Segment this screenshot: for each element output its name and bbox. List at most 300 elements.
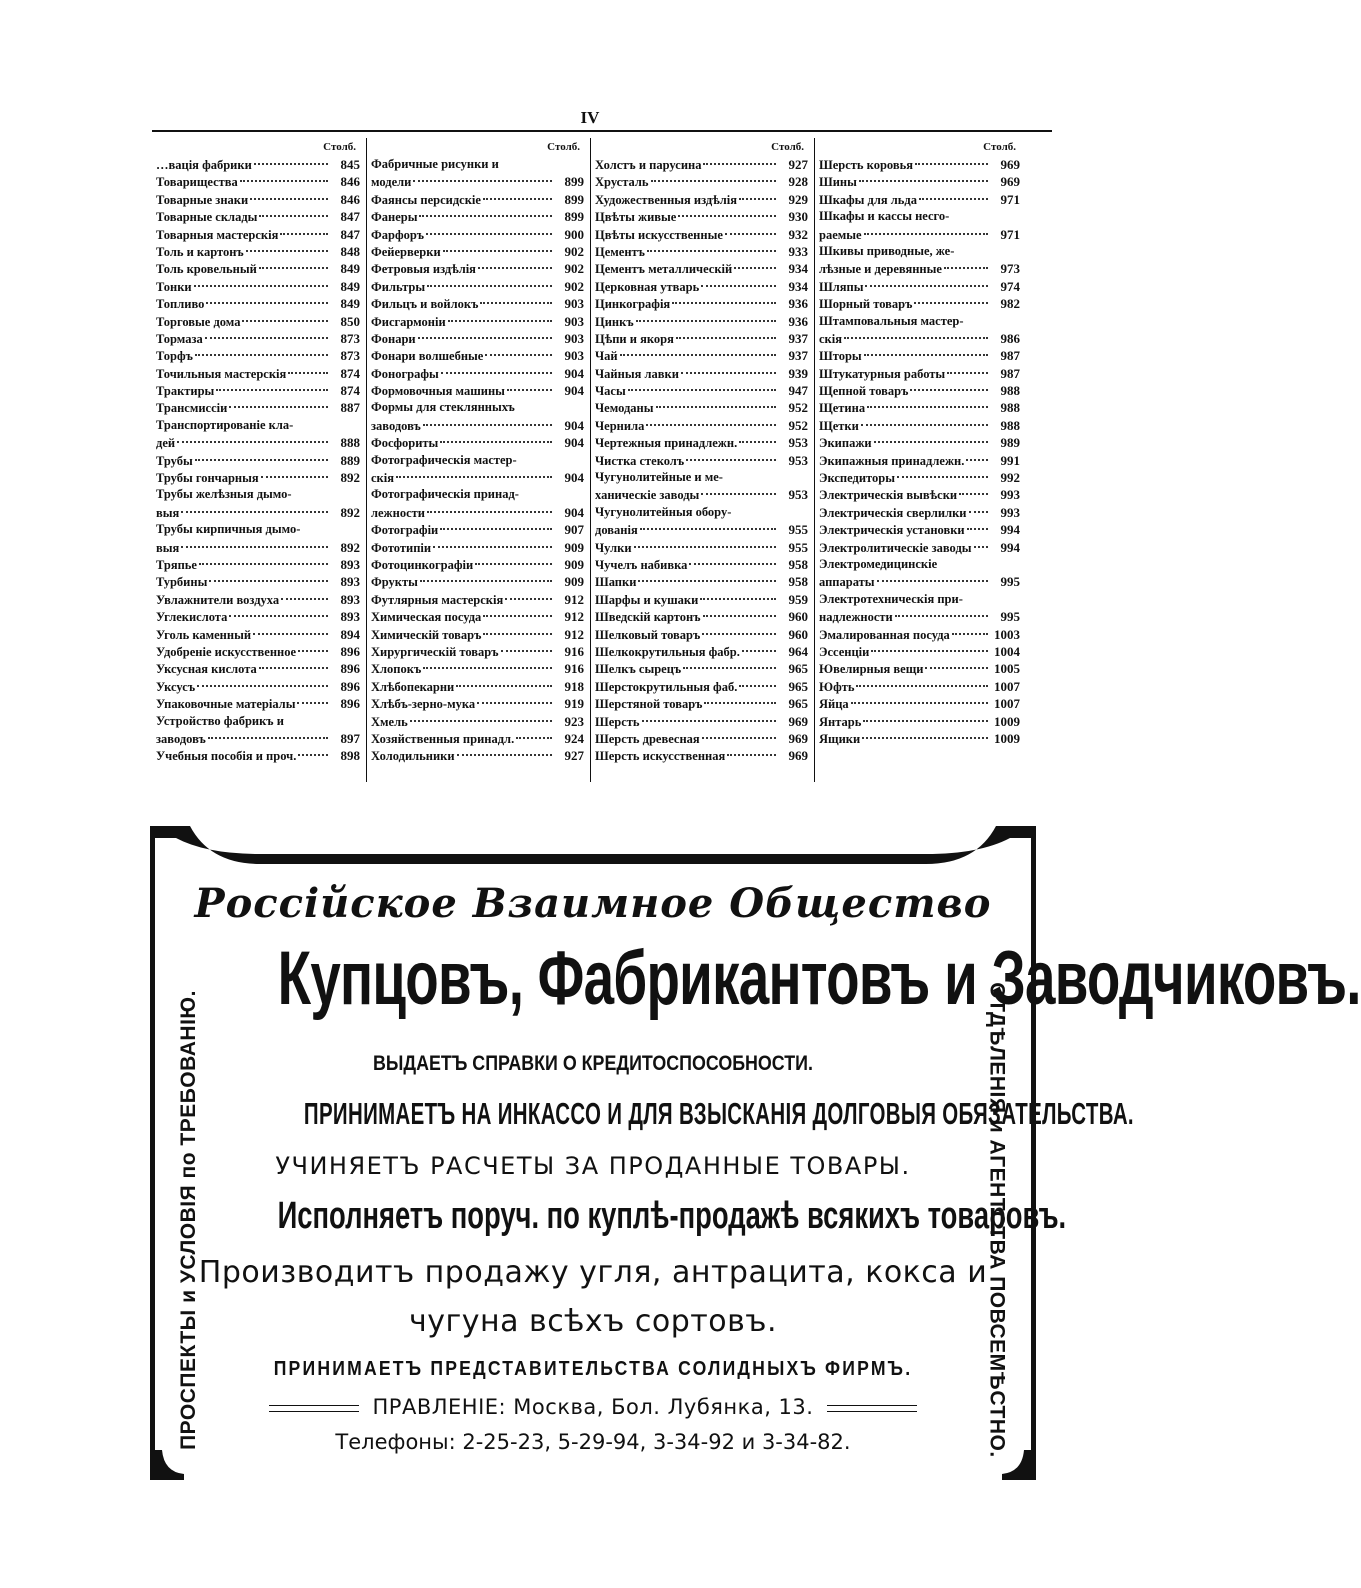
entry-title: Трубы гончарныя: [156, 471, 259, 486]
entry-column-number: 965: [788, 678, 808, 694]
entry-title: Фабричные рисунки и: [371, 157, 499, 171]
index-entry: [595, 330, 808, 347]
entry-leader-dots: [281, 598, 328, 600]
entry-column-number: 994: [1000, 539, 1020, 555]
index-entry: [819, 660, 1020, 677]
index-entry: [819, 417, 1020, 434]
index-entry: [156, 626, 360, 643]
index-entry: [156, 313, 360, 330]
entry-column-number: 936: [788, 313, 808, 329]
entry-title: Фотографическія принад-: [371, 487, 519, 502]
ad-left-side-text: ПРОСПЕКТЫ и УСЛОВІЯ по ТРЕБОВАНІЮ.: [177, 990, 201, 1450]
entry-column-number: 904: [564, 417, 584, 433]
entry-title: Штукатурныя работы: [819, 366, 946, 381]
entry-title: Цинкъ: [595, 314, 634, 329]
index-entry: [595, 226, 808, 243]
index-entry: [819, 591, 1020, 608]
index-entry: [371, 260, 584, 277]
index-entry: [595, 452, 808, 469]
entry-leader-dots: [440, 441, 552, 443]
ad-side-text-left: [169, 990, 209, 1450]
entry-leader-dots: [197, 685, 328, 687]
index-entry: [371, 347, 584, 364]
entry-leader-dots: [423, 424, 552, 426]
entry-column-number: 1007: [994, 696, 1020, 712]
entry-title: Углекислота: [156, 610, 228, 625]
entry-title: Формы для стеклянныхъ: [371, 400, 515, 415]
index-entry: [156, 208, 360, 225]
index-entry: [595, 521, 808, 538]
index-entry: [156, 417, 360, 434]
entry-leader-dots: [701, 493, 776, 495]
entry-title: Хрусталь: [595, 175, 649, 190]
entry-title: Учебныя пособія и проч.: [156, 749, 297, 764]
index-entry: [819, 486, 1020, 503]
index-entry: [819, 452, 1020, 469]
entry-column-number: 994: [1000, 522, 1020, 538]
entry-leader-dots: [947, 372, 988, 374]
index-entry: [819, 191, 1020, 208]
column-header: Столб.: [771, 141, 804, 153]
entry-column-number: 909: [564, 539, 584, 555]
entry-column-number: 987: [1000, 365, 1020, 381]
entry-column-number: 969: [788, 713, 808, 729]
entry-title: Толь кровельный: [156, 262, 257, 277]
entry-leader-dots: [859, 180, 988, 182]
entry-title: выя: [156, 505, 180, 520]
entry-leader-dots: [208, 737, 328, 739]
entry-column-number: 955: [788, 522, 808, 538]
index-entry: [819, 347, 1020, 364]
entry-title: Электротехническія при-: [819, 591, 963, 606]
entry-leader-dots: [483, 615, 552, 617]
entry-column-number: 893: [340, 609, 360, 625]
entry-title: Чемоданы: [595, 401, 654, 416]
entry-column-number: 898: [340, 748, 360, 764]
entry-leader-dots: [480, 302, 552, 304]
entry-leader-dots: [727, 754, 776, 756]
entry-title: Трактиры: [156, 384, 215, 399]
advertisement: [150, 830, 1361, 1460]
entry-title: Фильтры: [371, 279, 426, 294]
entry-title: Эссенціи: [819, 644, 870, 659]
entry-column-number: 937: [788, 330, 808, 346]
entry-column-number: 927: [788, 157, 808, 172]
entry-leader-dots: [856, 685, 988, 687]
index-entry: [595, 695, 808, 712]
entry-leader-dots: [426, 233, 552, 235]
entry-title: Шерстокрутильныя фаб.: [595, 679, 738, 694]
index-entry: [819, 521, 1020, 538]
entry-title: Хлопокъ: [371, 662, 422, 677]
entry-column-number: 1005: [994, 661, 1020, 677]
ad-right-side-text: ОТДѢЛЕНІЯ и АГЕНТСТВА ПОВСЕМѢСТНО.: [986, 982, 1010, 1458]
entry-title: Часы: [595, 384, 626, 399]
entry-leader-dots: [440, 528, 552, 530]
index-entry: [371, 208, 584, 225]
index-column-4: [814, 138, 1024, 782]
entry-column-number: 969: [1000, 157, 1020, 172]
entry-column-number: 887: [340, 400, 360, 416]
entry-column-number: 845: [340, 157, 360, 172]
entry-column-number: 899: [564, 174, 584, 190]
entry-column-number: 847: [340, 226, 360, 242]
entry-title: раемые: [819, 227, 862, 242]
entry-title: аппараты: [819, 575, 875, 590]
entry-title: Хозяйственныя принадл.: [371, 731, 515, 746]
entry-title: Толь и картонъ: [156, 244, 244, 259]
ad-top-border: [150, 824, 1036, 864]
entry-leader-dots: [516, 737, 552, 739]
entry-column-number: 846: [340, 191, 360, 207]
entry-column-number: 896: [340, 661, 360, 677]
index-entry: [156, 469, 360, 486]
index-entry: [371, 226, 584, 243]
entry-leader-dots: [651, 180, 776, 182]
entry-title: Шерсть: [595, 714, 640, 729]
entry-leader-dots: [413, 180, 552, 182]
entry-title: Цвѣты живые: [595, 210, 677, 225]
entry-leader-dots: [703, 163, 776, 165]
index-entry: [819, 539, 1020, 556]
index-entry: [371, 278, 584, 295]
entry-column-number: 896: [340, 696, 360, 712]
entry-leader-dots: [678, 215, 776, 217]
entry-title: Удобреніе искусственное: [156, 644, 297, 659]
ad-service-coal-cont: чугуна всѣхъ сортовъ.: [409, 1304, 777, 1339]
entry-title: Шорный товаръ: [819, 297, 913, 312]
entry-column-number: 893: [340, 591, 360, 607]
index-entry: [595, 626, 808, 643]
entry-title: Штамповальныя мастер-: [819, 313, 964, 328]
entry-leader-dots: [259, 267, 328, 269]
entry-leader-dots: [739, 441, 776, 443]
entry-title: Цѣпи и якоря: [595, 331, 674, 346]
entry-column-number: 971: [1000, 191, 1020, 207]
entry-leader-dots: [897, 476, 988, 478]
entry-title: Устройство фабрикъ и: [156, 713, 284, 728]
ad-bottom-border: [150, 1450, 1036, 1480]
entry-leader-dots: [703, 615, 777, 617]
entry-title: заводовъ: [371, 418, 421, 433]
index-entry: [371, 573, 584, 590]
entry-title: Уксусъ: [156, 679, 196, 694]
index-entry: [819, 434, 1020, 451]
entry-column-number: 989: [1000, 435, 1020, 451]
index-entry: [371, 539, 584, 556]
entry-leader-dots: [505, 598, 552, 600]
entry-title: Торговые дома: [156, 314, 241, 329]
entry-leader-dots: [199, 563, 328, 565]
entry-column-number: 903: [564, 296, 584, 312]
entry-leader-dots: [700, 598, 776, 600]
entry-leader-dots: [628, 389, 776, 391]
entry-leader-dots: [914, 302, 988, 304]
entry-leader-dots: [419, 215, 552, 217]
entry-leader-dots: [433, 546, 552, 548]
index-entry: [819, 730, 1020, 747]
entry-title: Химическая посуда: [371, 610, 482, 625]
entry-column-number: 873: [340, 348, 360, 364]
index-entry: [595, 243, 808, 260]
entry-column-number: 904: [564, 504, 584, 520]
index-entry: [156, 243, 360, 260]
index-entry: [371, 713, 584, 730]
index-entry: [595, 573, 808, 590]
entry-column-number: 952: [788, 417, 808, 433]
entry-leader-dots: [974, 546, 988, 548]
index-entry: [156, 452, 360, 469]
entry-column-number: 903: [564, 348, 584, 364]
entry-column-number: 889: [340, 452, 360, 468]
ad-address-text: ПРАВЛЕНІЕ: Москва, Бол. Лубянка, 13.: [372, 1395, 814, 1419]
entry-leader-dots: [194, 285, 328, 287]
entry-title: Электролитическіе заводы: [819, 540, 972, 555]
entry-title: Трубы желѣзныя дымо-: [156, 487, 292, 502]
index-entry: [156, 573, 360, 590]
entry-column-number: 971: [1000, 226, 1020, 242]
entry-column-number: 930: [788, 209, 808, 225]
entry-column-number: 1009: [994, 730, 1020, 746]
index-entry: [371, 521, 584, 538]
entry-title: Шерсть коровья: [819, 158, 913, 172]
index-entry: [156, 226, 360, 243]
entry-column-number: 955: [788, 539, 808, 555]
entry-title: Ящики: [819, 731, 861, 746]
entry-title: Цементъ металлическій: [595, 262, 733, 277]
index-entry: [371, 399, 584, 416]
entry-column-number: 912: [564, 609, 584, 625]
entry-title: Формовочныя машины: [371, 384, 505, 399]
entry-title: Холодильники: [371, 749, 455, 764]
entry-column-number: 988: [1000, 383, 1020, 399]
entry-title: Уксусная кислота: [156, 662, 257, 677]
entry-title: Уголь каменный: [156, 627, 252, 642]
entry-column-number: 933: [788, 243, 808, 259]
entry-leader-dots: [181, 546, 328, 548]
entry-title: Увлажнители воздуха: [156, 592, 280, 607]
index-entry: [819, 365, 1020, 382]
entry-title: …вація фабрики: [156, 158, 252, 172]
index-entry: [819, 678, 1020, 695]
entry-column-number: 937: [788, 348, 808, 364]
index-entry: [595, 295, 808, 312]
ad-service-coal: Производитъ продажу угля, антрацита, кокса и: [198, 1255, 988, 1290]
entry-title: Чертежныя принадлежн.: [595, 436, 738, 451]
entry-column-number: 987: [1000, 348, 1020, 364]
entry-leader-dots: [861, 424, 988, 426]
index-entry: [156, 295, 360, 312]
entry-title: Футлярныя мастерскія: [371, 592, 504, 607]
entry-title: ханическіе заводы: [595, 488, 700, 503]
index-column-3: [590, 138, 812, 782]
entry-column-number: 893: [340, 556, 360, 572]
entry-title: Шарфы и кушаки: [595, 592, 699, 607]
entry-column-number: 924: [564, 730, 584, 746]
entry-leader-dots: [701, 285, 776, 287]
entry-leader-dots: [261, 476, 328, 478]
entry-column-number: 965: [788, 696, 808, 712]
index-entry: [595, 643, 808, 660]
entry-title: Фетровыя издѣлія: [371, 262, 476, 277]
entry-title: Шерсть древесная: [595, 731, 700, 746]
index-entry: [819, 382, 1020, 399]
entry-leader-dots: [952, 633, 988, 635]
column-header: Столб.: [547, 141, 580, 153]
entry-column-number: 897: [340, 730, 360, 746]
entry-column-number: 899: [564, 191, 584, 207]
entry-column-number: 912: [564, 591, 584, 607]
entry-title: скія: [819, 331, 842, 346]
entry-leader-dots: [298, 754, 328, 756]
index-entry: [595, 730, 808, 747]
entry-title: Экипажи: [819, 436, 872, 451]
entry-leader-dots: [874, 441, 988, 443]
entry-column-number: 892: [340, 504, 360, 520]
entry-leader-dots: [925, 667, 988, 669]
index-entry: [156, 434, 360, 451]
entry-title: Чугунолитейныя обору-: [595, 504, 732, 519]
entry-leader-dots: [483, 198, 552, 200]
entry-title: Товарные знаки: [156, 192, 249, 207]
entry-leader-dots: [475, 563, 552, 565]
index-entry: [595, 434, 808, 451]
ad-main-heading: Купцовъ, Фабрикантовъ и Заводчиковъ.: [277, 936, 1361, 1021]
ad-address-rule-left: [269, 1405, 359, 1412]
index-entry: [371, 626, 584, 643]
entry-title: Чулки: [595, 540, 632, 555]
entry-leader-dots: [862, 737, 988, 739]
entry-leader-dots: [944, 267, 988, 269]
entry-title: Точильныя мастерскія: [156, 366, 287, 381]
entry-leader-dots: [396, 476, 552, 478]
entry-column-number: 988: [1000, 417, 1020, 433]
entry-column-number: 892: [340, 539, 360, 555]
entry-title: Тонки: [156, 279, 192, 294]
index-entry: [371, 660, 584, 677]
entry-title: Фисгармоніи: [371, 314, 446, 329]
entry-column-number: 904: [564, 435, 584, 451]
entry-column-number: 1004: [994, 643, 1020, 659]
entry-column-number: 969: [788, 748, 808, 764]
index-entry: [156, 713, 360, 730]
index-entry: [371, 417, 584, 434]
index-entry: [156, 608, 360, 625]
index-entry: [371, 608, 584, 625]
index-entry: [371, 486, 584, 503]
entry-title: Щетина: [819, 401, 866, 416]
entry-column-number: 959: [788, 591, 808, 607]
index-entry: [819, 330, 1020, 347]
entry-leader-dots: [864, 354, 988, 356]
index-entry: [595, 539, 808, 556]
ad-service-settlements: УЧИНЯЕТЪ РАСЧЕТЫ ЗА ПРОДАННЫЕ ТОВАРЫ.: [275, 1152, 911, 1180]
entry-leader-dots: [483, 633, 552, 635]
index-entry: [595, 556, 808, 573]
entry-title: Электрическія сверлилки: [819, 505, 967, 520]
index-entry: [371, 156, 584, 173]
entry-title: Электрическія установки: [819, 523, 965, 538]
entry-column-number: 874: [340, 383, 360, 399]
entry-title: Фанеры: [371, 210, 418, 225]
entry-title: Шины: [819, 175, 857, 190]
index-entry: [819, 226, 1020, 243]
entry-leader-dots: [229, 615, 328, 617]
index-entry: [595, 417, 808, 434]
entry-leader-dots: [205, 337, 328, 339]
entry-column-number: 929: [788, 191, 808, 207]
ad-phones: Телефоны: 2-25-23, 5-29-94, 3-34-92 и 3-34-82.: [335, 1430, 851, 1454]
entry-leader-dots: [739, 198, 776, 200]
entry-title: Хирургическій товаръ: [371, 644, 499, 659]
index-entry: [595, 486, 808, 503]
entry-column-number: 912: [564, 626, 584, 642]
entry-title: Торфъ: [156, 349, 193, 364]
entry-leader-dots: [410, 720, 552, 722]
entry-leader-dots: [229, 406, 328, 408]
entry-leader-dots: [246, 250, 328, 252]
index-entry: [156, 156, 360, 173]
index-entry: [156, 260, 360, 277]
entry-column-number: 909: [564, 574, 584, 590]
page-number: IV: [580, 108, 600, 127]
entry-column-number: 993: [1000, 504, 1020, 520]
entry-title: Шторы: [819, 349, 862, 364]
entry-title: Холстъ и парусина: [595, 158, 702, 172]
entry-title: Фильцъ и войлокъ: [371, 297, 479, 312]
entry-column-number: 903: [564, 313, 584, 329]
ad-address: [155, 1395, 1031, 1419]
entry-title: Эмалированная посуда: [819, 627, 950, 642]
index-entry: [371, 747, 584, 764]
entry-leader-dots: [478, 267, 552, 269]
entry-leader-dots: [969, 511, 988, 513]
index-entry: [595, 469, 808, 486]
index-entry: [595, 365, 808, 382]
entry-leader-dots: [702, 633, 776, 635]
entry-column-number: 847: [340, 209, 360, 225]
index-entry: [819, 643, 1020, 660]
entry-leader-dots: [702, 737, 776, 739]
entry-leader-dots: [672, 302, 776, 304]
entry-leader-dots: [959, 493, 988, 495]
index-entry: [156, 521, 360, 538]
entry-leader-dots: [704, 702, 776, 704]
entry-title: надлежности: [819, 610, 893, 625]
entry-title: Чай: [595, 349, 618, 364]
entry-column-number: 969: [788, 730, 808, 746]
entry-title: Шляпы: [819, 279, 864, 294]
entry-column-number: 874: [340, 365, 360, 381]
index-entry: [156, 330, 360, 347]
index-entry: [595, 504, 808, 521]
entry-leader-dots: [895, 615, 988, 617]
entry-column-number: 849: [340, 278, 360, 294]
entry-leader-dots: [681, 372, 776, 374]
entry-column-number: 969: [1000, 174, 1020, 190]
index-entry: [156, 399, 360, 416]
entry-title: Чистка стеколъ: [595, 453, 685, 468]
entry-title: Фонари волшебные: [371, 349, 484, 364]
entry-column-number: 934: [788, 278, 808, 294]
index-entry: [819, 399, 1020, 416]
entry-title: Фосфориты: [371, 436, 439, 451]
entry-column-number: 896: [340, 678, 360, 694]
index-entry: [371, 504, 584, 521]
entry-column-number: 907: [564, 522, 584, 538]
entry-leader-dots: [966, 459, 988, 461]
entry-title: Товарныя мастерскія: [156, 227, 279, 242]
